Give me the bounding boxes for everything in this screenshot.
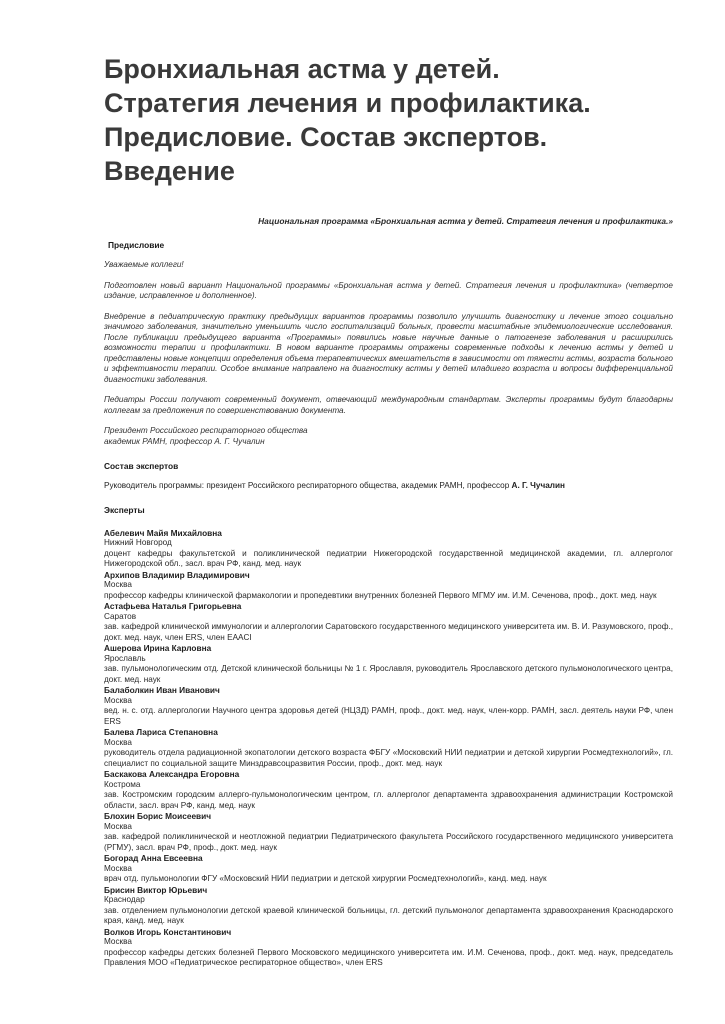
- experts-heading: Эксперты: [104, 504, 145, 515]
- expert-entry: [104, 769, 673, 811]
- expert-position: зав. Костромским городским аллерго-пульмонологическим центром, гл. аллерголог департамента здравоохранения администрации Костромской области, засл. врач РФ, канд. мед. наук: [104, 790, 673, 810]
- expert-position: доцент кафедры факультетской и поликлинической педиатрии Нижегородской государственной медицинской академии, гл. аллерголог Нижегородской обл., засл. врач РФ, канд. мед. наук: [104, 548, 673, 568]
- preface-paragraph: Подготовлен новый вариант Национальной программы «Бронхиальная астма у детей. Стратегия лечения и профилактика» (четвертое издание, исправленное и дополненное).: [104, 280, 673, 300]
- expert-position: зав. кафедрой клинической иммунологии и аллергологии Саратовского государственного медицинского университета им. В. И. Разумовского, проф., докт. мед. наук, член ERS, член EAACI: [104, 622, 673, 642]
- expert-city: Краснодар: [104, 895, 145, 904]
- expert-entry: [104, 811, 673, 853]
- expert-position: руководитель отдела радиационной экопатологии детского возраста ФБГУ «Московский НИИ педиатрии и детской хирургии Росмедтехнологий», гл. специалист по социальной защите Минздравсоцразвития России, проф., докт. мед. наук: [104, 748, 673, 768]
- expert-city: Саратов: [104, 611, 137, 621]
- title-line-4: Введение: [104, 156, 235, 186]
- preface-heading: Предисловие: [108, 240, 165, 250]
- expert-city: Москва: [104, 937, 132, 946]
- preface-signature: Президент Российского респираторного общества: [104, 426, 308, 435]
- page-title: [104, 52, 673, 188]
- expert-entry: [104, 685, 673, 727]
- expert-entry: [104, 528, 673, 570]
- expert-name: Астафьева Наталья Григорьевна: [104, 601, 242, 611]
- expert-city: Москва: [104, 580, 132, 589]
- expert-position: зав. пульмонологическим отд. Детской клинической больницы № 1 г. Ярославля, руководитель Ярославского детского пульмонологического центра, докт. мед. наук: [104, 664, 673, 684]
- expert-name: Архипов Владимир Владимирович: [104, 569, 250, 580]
- program-leader-name: А. Г. Чучалин: [511, 481, 565, 490]
- program-leader: [104, 481, 673, 492]
- composition-heading: Состав экспертов: [104, 461, 179, 471]
- expert-entry: [104, 601, 673, 643]
- expert-city: Москва: [104, 821, 132, 831]
- expert-city: Кострома: [104, 779, 141, 789]
- expert-entry: [104, 853, 673, 885]
- expert-name: Блохин Борис Моисеевич: [104, 811, 212, 821]
- expert-entry: [104, 643, 673, 685]
- expert-position: зав. кафедрой поликлинической и неотложной педиатрии Педиатрического факультета Российского государственного медицинского университета (РГМУ), засл. врач РФ, проф., докт. мед. наук: [104, 832, 673, 852]
- preface-paragraph: Внедрение в педиатрическую практику предыдущих вариантов программы позволило улучшить диагностику и лечение этого социально значимого заболевания, значительно уменьшить число госпитализаций больных, провести масштабные эпидемиологические исследования. После публикации предыдущего варианта «Программы» появились новые научные данные о патогенезе заболевания и расширились возможности терапии и профилактики. В новом варианте программы отражены современные подходы к лечению астмы у детей и представлены новые концепции определения объема терапевтических вмешательств в зависимости от тяжести астмы, возраста больного и эффективности терапии. Особое внимание направлено на диагностику астмы у детей младшего возраста и вопросы дифференциальной диагностики заболевания.: [104, 311, 673, 384]
- expert-city: Москва: [104, 863, 132, 873]
- expert-position: врач отд. пульмонологии ФГУ «Московский НИИ педиатрии и детской хирургии Росмедтехнологий», канд. мед. наук: [104, 874, 547, 883]
- expert-position: вед. н. с. отд. аллергологии Научного центра здоровья детей (НЦЗД) РАМН, проф., докт. мед. наук, член-корр. РАМН, засл. деятель науки РФ, член ERS: [104, 706, 673, 726]
- expert-name: Волков Игорь Константинович: [104, 926, 232, 937]
- expert-name: Абелевич Майя Михайловна: [104, 527, 222, 538]
- expert-position: зав. отделением пульмонологии детской краевой клинической больницы, гл. детский пульмонолог департамента здравоохранения Краснодарского края, канд. мед. наук: [104, 905, 673, 925]
- preface-paragraph: Педиатры России получают современный документ, отвечающий международным стандартам. Эксперты программы будут благодарны коллегам за предложения по совершенствованию документа.: [104, 395, 673, 415]
- title-line-1: Бронхиальная астма у детей.: [104, 54, 500, 84]
- expert-position: профессор кафедры детских болезней Первого Московского медицинского университета им. И.М. Сеченова, проф., докт. мед. наук, председатель Правления МОО «Педиатрическое респираторное общество», член ERS: [104, 947, 673, 967]
- expert-entry: [104, 727, 673, 769]
- expert-name: Брисин Виктор Юрьевич: [104, 884, 208, 895]
- expert-city: Москва: [104, 695, 132, 705]
- expert-entry: [104, 927, 673, 969]
- expert-name: Баскакова Александра Егоровна: [104, 769, 240, 779]
- expert-city: Ярославль: [104, 653, 146, 663]
- expert-city: Москва: [104, 737, 132, 747]
- title-line-3: Предисловие. Состав экспертов.: [104, 122, 548, 152]
- preface-greeting: Уважаемые коллеги!: [104, 260, 184, 269]
- expert-entry: [104, 570, 673, 602]
- expert-position: профессор кафедры клинической фармакологии и пропедевтики внутренних болезней Первого МГМУ им. И.М. Сеченова, проф., докт. мед. наук: [104, 590, 657, 600]
- expert-name: Богорад Анна Евсеевна: [104, 853, 203, 863]
- expert-name: Балаболкин Иван Иванович: [104, 685, 220, 695]
- preface-signature: академик РАМН, профессор А. Г. Чучалин: [104, 436, 265, 446]
- experts-list: [104, 528, 673, 969]
- expert-entry: [104, 885, 673, 927]
- expert-city: Нижний Новгород: [104, 538, 172, 547]
- program-leader-text: Руководитель программы: президент Российского респираторного общества, академик РАМН, профессор: [104, 481, 512, 490]
- expert-name: Ашерова Ирина Карловна: [104, 643, 212, 653]
- program-line: Национальная программа «Бронхиальная астма у детей. Стратегия лечения и профилактика.»: [258, 216, 673, 226]
- title-line-2: Стратегия лечения и профилактика.: [104, 88, 591, 118]
- expert-name: Балева Лариса Степановна: [104, 727, 218, 737]
